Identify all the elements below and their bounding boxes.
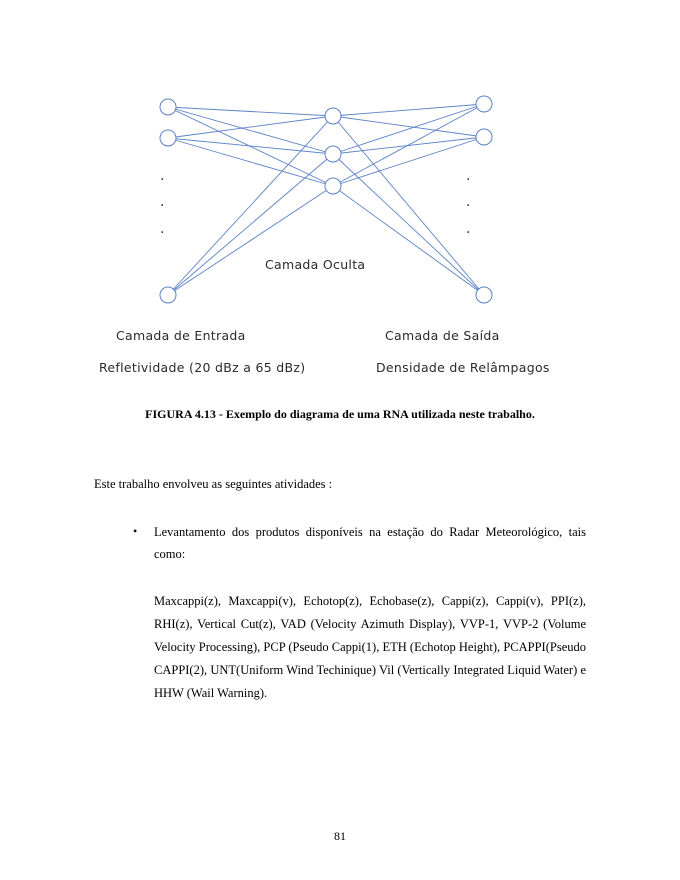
input-layer-label: Camada de Entrada bbox=[116, 328, 246, 343]
hidden-output-connection bbox=[333, 104, 484, 186]
output-description: Densidade de Relâmpagos bbox=[376, 360, 550, 375]
input-hidden-connection bbox=[168, 138, 333, 186]
input-neuron bbox=[160, 99, 176, 115]
hidden-output-connection bbox=[333, 186, 484, 295]
hidden-output-connection bbox=[333, 104, 484, 116]
hidden-output-connection bbox=[333, 116, 484, 137]
ellipsis-dots bbox=[160, 172, 470, 241]
input-hidden-connection bbox=[168, 138, 333, 154]
input-neuron bbox=[160, 130, 176, 146]
hidden-layer-label: Camada Oculta bbox=[265, 257, 366, 272]
ellipsis-dot: · bbox=[466, 172, 471, 188]
ellipsis-dot: · bbox=[466, 198, 471, 214]
input-neuron bbox=[160, 287, 176, 303]
bullet-icon: • bbox=[133, 524, 138, 538]
hidden-neuron bbox=[325, 178, 341, 194]
ellipsis-dot: · bbox=[160, 198, 165, 214]
bullet-item-text: Levantamento dos produtos disponíveis na estação do Radar Meteorológico, tais como: bbox=[154, 525, 586, 561]
ellipsis-dot: · bbox=[160, 172, 165, 188]
hidden-neuron bbox=[325, 108, 341, 124]
ellipsis-dot: · bbox=[160, 225, 165, 241]
intro-paragraph: Este trabalho envolveu as seguintes atividades : bbox=[94, 477, 333, 491]
hidden-output-connection bbox=[333, 137, 484, 186]
input-hidden-connection bbox=[168, 154, 333, 295]
hidden-output-connection bbox=[333, 154, 484, 295]
output-neuron bbox=[476, 287, 492, 303]
input-hidden-connection bbox=[168, 107, 333, 116]
input-description: Refletividade (20 dBz a 65 dBz) bbox=[99, 360, 306, 375]
input-hidden-connection bbox=[168, 186, 333, 295]
neural-network-diagram bbox=[0, 0, 680, 400]
output-neuron bbox=[476, 129, 492, 145]
output-layer-label: Camada de Saída bbox=[385, 328, 500, 343]
hidden-neuron bbox=[325, 146, 341, 162]
ellipsis-dot: · bbox=[466, 225, 471, 241]
output-neuron bbox=[476, 96, 492, 112]
products-list-paragraph: Maxcappi(z), Maxcappi(v), Echotop(z), Echobase(z), Cappi(z), Cappi(v), PPI(z), RHI(z), Vertical Cut(z), VAD (Velocity Azimuth Display), VVP-1, VVP-2 (Volume Velocity Processing), PCP (Pseudo Cappi(1), ETH (Echotop Height), PCAPPI(Pseudo CAPPI(2), UNT(Uniform Wind Techinique) Vil (Vertically Integrated Liquid Water) e HHW (Wail Warning). bbox=[154, 594, 586, 700]
hidden-output-connection bbox=[333, 104, 484, 154]
page-number: 81 bbox=[334, 829, 346, 843]
figure-caption: FIGURA 4.13 - Exemplo do diagrama de uma RNA utilizada neste trabalho. bbox=[145, 407, 535, 421]
